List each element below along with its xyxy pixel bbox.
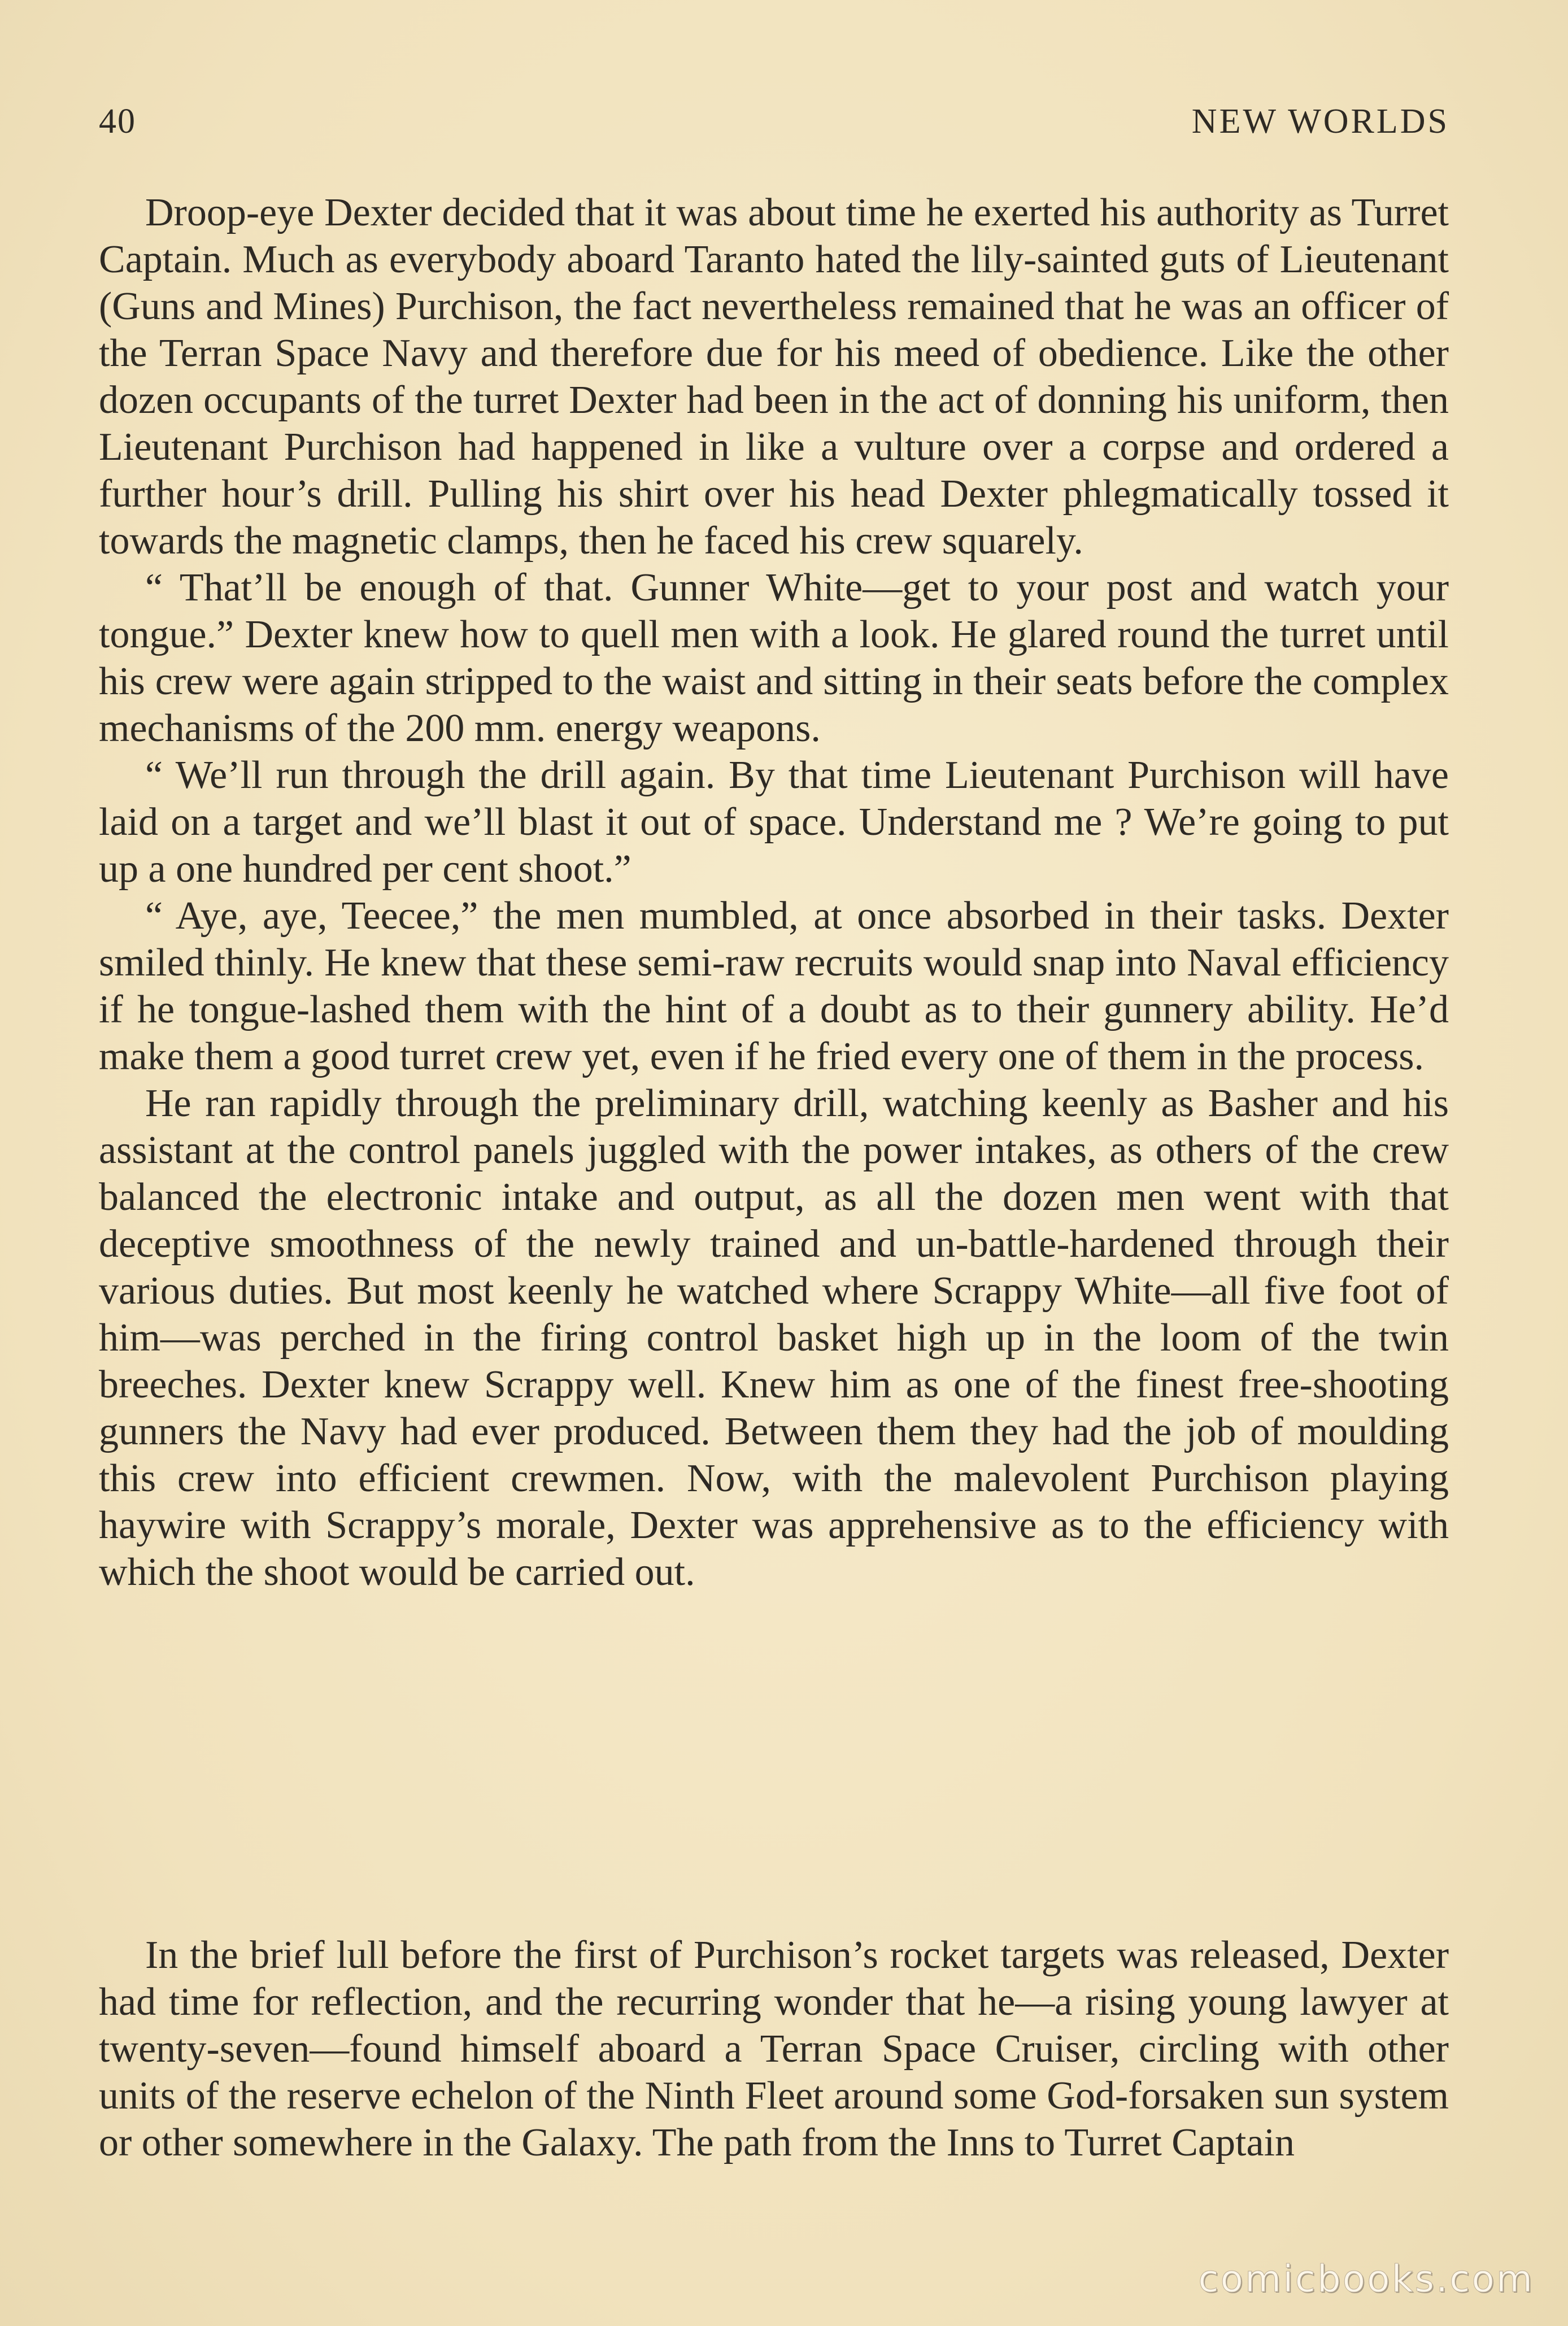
paragraph: “ We’ll run through the drill again. By that time Lieutenant Purchison will have laid on a target and we’ll blast it out of space. Understand me ? We’re going to put up a one hundred per cent shoot.” xyxy=(99,753,1449,891)
story-text-section-1 xyxy=(99,189,1449,1596)
paragraph: In the brief lull before the first of Purchison’s rocket targets was released, Dexter had time for reflection, and the recurring wonder that he—a rising young lawyer at twenty-seven—found himself aboard a Terran Space Cruiser, circling with other units of the reserve echelon of the Ninth Fleet around some God-forsaken sun system or other somewhere in the Galaxy. The path from the Inns to Turret Captain xyxy=(99,1933,1449,2164)
story-text-section-2 xyxy=(99,1932,1449,2166)
page-header xyxy=(99,102,1449,153)
paragraph: Droop-eye Dexter decided that it was about time he exerted his authority as Turret Captain. Much as everybody aboard Taranto hated the lily-sainted guts of Lieutenant (Guns and Mines) Purchison, the fact nevertheless remained that he was an officer of the Terran Space Navy and therefore due for his meed of obedience. Like the other dozen occupants of the turret Dexter had been in the act of donning his uniform, then Lieutenant Purchison had happened in like a vulture over a corpse and ordered a further hour’s drill. Pulling his shirt over his head Dexter phlegmatically tossed it towards the magnetic clamps, then he faced his crew squarely. xyxy=(99,191,1449,563)
running-title: NEW WORLDS xyxy=(1191,102,1449,141)
paragraph: “ That’ll be enough of that. Gunner White—get to your post and watch your tongue.” Dexter knew how to quell men with a look. He glared round the turret until his crew were again stripped to the waist and sitting in their seats before the complex mechanisms of the 200 mm. energy weapons. xyxy=(99,566,1449,750)
paragraph: He ran rapidly through the preliminary drill, watching keenly as Basher and his assistant at the control panels juggled with the power intakes, as others of the crew balanced the electronic intake and output, as all the dozen men went with that deceptive smoothness of the newly trained and un-battle-hardened through their various duties. But most keenly he watched where Scrappy White—all five foot of him—was perched in the firing control basket high up in the loom of the twin breeches. Dexter knew Scrappy well. Knew him as one of the finest free-shooting gunners the Navy had ever produced. Between them they had the job of moulding this crew into efficient crewmen. Now, with the malevolent Purchison playing haywire with Scrappy’s morale, Dexter was apprehensive as to the efficiency with which the shoot would be carried out. xyxy=(99,1082,1449,1594)
paragraph: “ Aye, aye, Teecee,” the men mumbled, at once absorbed in their tasks. Dexter smiled thinly. He knew that these semi-raw recruits would snap into Naval efficiency if he tongue-lashed them with the hint of a doubt as to their gunnery ability. He’d make them a good turret crew yet, even if he fried every one of them in the process. xyxy=(99,894,1449,1078)
watermark: comicbooks.com xyxy=(1198,2257,1534,2301)
page-number: 40 xyxy=(99,102,136,141)
